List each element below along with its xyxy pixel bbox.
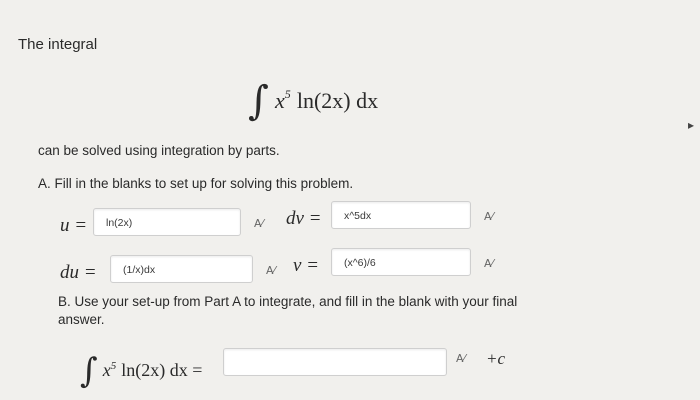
part-a-text: A. Fill in the blanks to set up for solving this problem. [38,176,354,191]
intro-text: can be solved using integration by parts. [38,143,280,158]
problem-title: The integral [18,36,98,53]
u-input[interactable]: ln(2x) [93,208,241,236]
part-b-text-cont: answer. [58,312,105,327]
u-label: u = [60,215,88,236]
du-label: du = [60,262,97,283]
spellcheck-icon[interactable]: A⁄ [484,257,494,270]
final-integral-expression: ∫ $x^5$ ln(2x) dx = [80,351,203,391]
integral-sign-icon: ∫ [80,351,98,391]
dv-input[interactable]: x^5dx [331,201,471,229]
v-label: v = [293,255,320,276]
spellcheck-icon[interactable]: A⁄ [456,352,466,365]
final-answer-input[interactable] [223,348,447,376]
spellcheck-icon[interactable]: A⁄ [484,210,494,223]
plus-c-label: +c [486,349,506,368]
spellcheck-icon[interactable]: A⁄ [254,217,264,230]
spellcheck-icon[interactable]: A⁄ [266,264,276,277]
cursor-icon: ▸ [687,118,694,132]
integral-expression: ∫ $x^5$ ln(2x) dx [248,78,379,124]
integral-sign-icon: ∫ [248,78,269,124]
part-b-text: B. Use your set-up from Part A to integrate, and fill in the blank with your final [58,294,518,309]
dv-label: dv = [286,208,322,229]
v-input[interactable]: (x^6)/6 [331,248,471,276]
du-input[interactable]: (1/x)dx [110,255,253,283]
